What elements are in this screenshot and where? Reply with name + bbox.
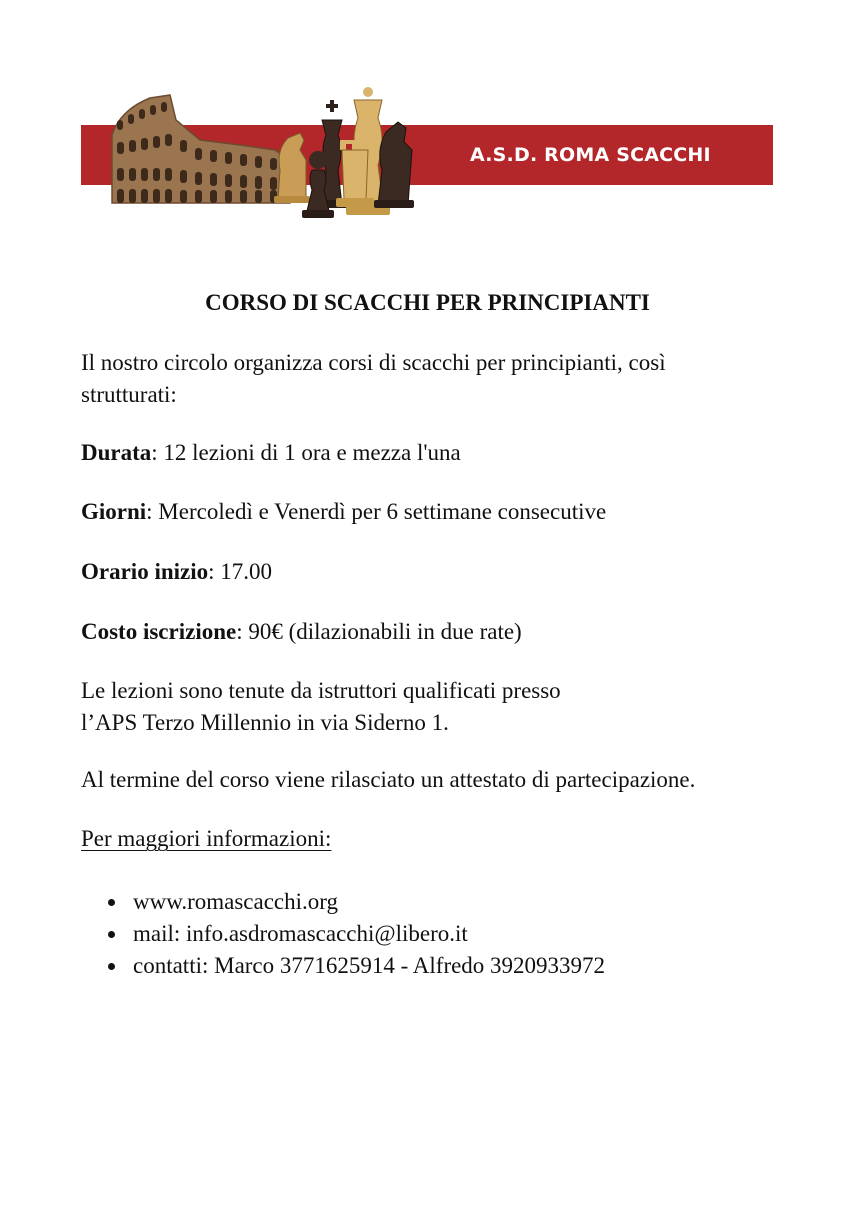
- bullet-icon: [108, 931, 115, 938]
- bullet-icon: [108, 963, 115, 970]
- detail-label: Durata: [81, 440, 152, 465]
- detail-label: Orario inizio: [81, 559, 209, 584]
- info-heading: Per maggiori informazioni:: [81, 826, 332, 851]
- list-item-phones: [81, 950, 605, 982]
- detail-durata: [81, 437, 461, 469]
- list-item-website[interactable]: [81, 886, 605, 918]
- detail-value: : 90€ (dilazionabili in due rate): [236, 619, 522, 644]
- header-banner: [0, 0, 854, 240]
- list-item-mail[interactable]: [81, 918, 605, 950]
- detail-label: Costo iscrizione: [81, 619, 237, 644]
- intro-line-2: strutturati:: [81, 382, 177, 407]
- detail-label: Giorni: [81, 499, 147, 524]
- intro-line-1: Il nostro circolo organizza corsi di scacchi per principianti, così: [81, 350, 666, 375]
- banner-graphic: [0, 0, 854, 240]
- detail-value: : 17.00: [208, 559, 273, 584]
- detail-value: : Mercoledì e Venerdì per 6 settimane consecutive: [146, 499, 607, 524]
- contact-list: [81, 886, 605, 982]
- chess-pieces-icon: [274, 87, 414, 218]
- colosseum-icon: [112, 95, 290, 203]
- club-name: A.S.D. ROMA SCACCHI: [470, 144, 711, 166]
- location-line-2: l’APS Terzo Millennio in via Siderno 1.: [81, 710, 449, 735]
- certificate-paragraph: Al termine del corso viene rilasciato un attestato di partecipazione.: [81, 767, 696, 792]
- bullet-icon: [108, 899, 115, 906]
- location-line-1: Le lezioni sono tenute da istruttori qualificati presso: [81, 678, 561, 703]
- location-paragraph: [81, 675, 561, 739]
- detail-value: : 12 lezioni di 1 ora e mezza l'una: [151, 440, 461, 465]
- contact-text: mail: info.asdromascacchi@libero.it: [133, 921, 468, 946]
- intro-paragraph: [81, 347, 666, 411]
- detail-orario: [81, 556, 272, 588]
- contact-text: www.romascacchi.org: [133, 889, 339, 914]
- page-title: CORSO DI SCACCHI PER PRINCIPIANTI: [205, 290, 650, 315]
- detail-costo: [81, 616, 522, 648]
- contact-text: contatti: Marco 3771625914 - Alfredo 3920933972: [133, 953, 606, 978]
- detail-giorni: [81, 496, 606, 528]
